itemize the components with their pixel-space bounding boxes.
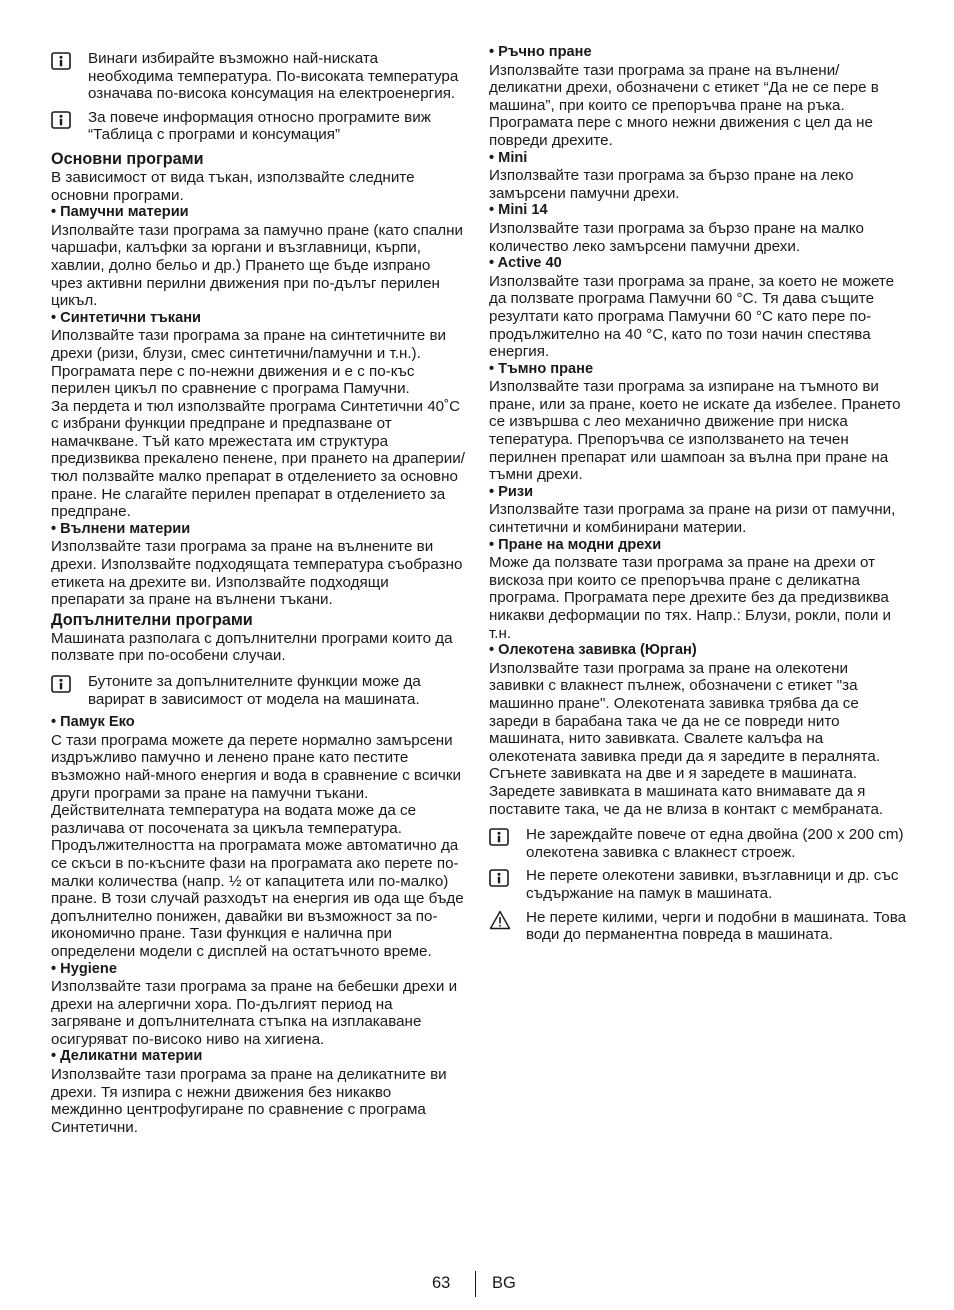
paragraph: Използвайте тази програма за пране на ризи от памучни, синтетични и комбинирани материи. [489, 501, 896, 537]
program-title: • Памук Еко [51, 714, 135, 731]
program-title: • Памучни материи [51, 204, 189, 221]
paragraph: Използвайте тази програма за бързо пране на леко замърсени памучни дрехи. [489, 167, 854, 202]
program-title: • Олекотена завивка (Юрган) [489, 642, 697, 659]
info-note [51, 50, 465, 103]
info-icon [489, 869, 509, 887]
paragraph: С тази програма можете да перете нормално замърсени издръжливо памучно и ленено пране като пестите възможно най-много енергия и вода в сравнение с всички други програми за пране на памучни тъкани. Действителната температура на водата може да се различава от посочената за цикъла температура. Продължителността на програмата може автоматично да се скъси в по-късните фази на програмата ако перете по-малки количества (напр. ½ от капацитета или по-малко) пране. В този случай разходът на енергия ив ода ще бъде допълнително понижен, давайки ви възможност за по-икономично пране. Тази функция е налична при определени модели с дисплей на остатъчното време. [51, 731, 464, 960]
language-code: BG [492, 1274, 516, 1292]
info-note [489, 867, 907, 902]
paragraph: Използвайте тази програма за бързо пране на малко количество леко замърсени памучни дрехи. [489, 219, 864, 255]
page-footer [0, 1271, 954, 1297]
paragraph: Използвайте тази програма за пране на деликатните ви дрехи. Тя изпира с нежни движения без никакво междинно центрофугиране по сравнение с програма Синтетични. [51, 1066, 447, 1136]
page-number: 63 [432, 1274, 451, 1292]
paragraph: Иползвайте тази програма за пране на синтетичните ви дрехи (ризи, блузи, смес синтетични/памучни и т.н.). Програмата пере с по-нежни движения и е с по-къс перилен цикъл по сравнение с програма Памучни. [51, 327, 447, 398]
program-title: • Active 40 [489, 255, 562, 272]
program-title: • Ризи [489, 483, 534, 500]
info-icon [51, 111, 71, 129]
footer-divider [475, 1271, 476, 1297]
program-title: • Ръчно пране [489, 44, 592, 60]
program-title: • Mini [489, 149, 528, 166]
warning-note [489, 909, 907, 944]
right-column [489, 44, 907, 950]
warning-text: Не перете килими, черги и подобни в машината. Това води до перманентна повреда в машината. [526, 908, 907, 944]
program-title: • Синтетични тъкани [51, 309, 201, 326]
paragraph: Използвайте тази програма за пране на вълнените ви дрехи. Използвайте подходящата температура съобразно етикета на дрехите ви. Използвайте подходящи препарати за пране на вълнени тъкани. [51, 538, 463, 609]
program-title: • Вълнени материи [51, 520, 191, 537]
section-heading: Основни програми [51, 149, 204, 168]
info-note [51, 673, 465, 708]
info-icon [489, 828, 509, 846]
section-heading: Допълнителни програми [51, 610, 253, 629]
paragraph: За пердета и тюл използвайте програма Синтетични 40˚C с избрани функции предпране и предпазване от намачкване. Тъй като мрежестата им структура предизвиква прекалено пенене, при прането на драперии/тюл ползвайте малко препарат в отделението за основно пране. Не слагайте перилен препарат в отделението за предпране. [51, 397, 465, 521]
paragraph: Използвайте тази програма за изпиране на тъмното ви пране, или за пране, което не искате да избелее. Прането се извършва с лео механично движение при ниска тепература. Препоръчва се използването на течен перилнен препарат или шампоан за вълна при пране на тъмни дрехи. [489, 378, 901, 484]
paragraph: Използвайте тази програма за пране на олекотени завивки с влакнест пълнеж, обозначени с етикет "за машинно пране". Олекотената завивка трябва да се зареди в барабана така че да не се повреди нито машината, нито завивката. Свалете калъфа на олекотената завивка преди да я заредите в пералнята. Сгънете завивката на две и я заредете в машината. Заредете завивката в машината като внимавате да я поставите така, че да не влиза в контакт с мембраната. [489, 659, 884, 818]
program-title: • Пране на модни дрехи [489, 536, 662, 553]
note-text: Не перете олекотени завивки, възглавници и др. със съдържание на памук в машината. [526, 867, 899, 902]
paragraph: Машината разполага с допълнителни програми които да ползвате при по-особени случаи. [51, 629, 453, 665]
warning-triangle-icon [489, 910, 511, 930]
info-icon [51, 52, 71, 70]
paragraph: Използвайте тази програма за пране на вълнени/ деликатни дрехи, обозначени с етикет “Да не се пере в машина”, при които се препоръчва пране на ръка. Програмата пере с много нежни движения с цел да не повреди дрехите. [489, 61, 879, 149]
program-title: • Тъмно пране [489, 360, 594, 377]
program-title: • Hygiene [51, 960, 117, 977]
paragraph: Може да ползвате тази програма за пране на дрехи от вискоза при които се препоръчва пране с деликатна програма. Програмата пере дрехите без да предизвиква никакви деформации по тях. Напр.: Блузи, рокли, поли и т.н. [489, 554, 892, 642]
note-text: Не зареждайте повече от една двойна (200 x 200 cm) олекотена завивка с влакнест строеж. [526, 826, 904, 861]
program-title: • Деликатни материи [51, 1048, 203, 1065]
paragraph: В зависимост от вида тъкан, използвайте следните основни програми. [51, 168, 415, 204]
note-text: Винаги избирайте възможно най-ниската необходима температура. По-високата температура означава по-висока консумация на електроенергия. [88, 50, 459, 103]
paragraph: Изполвайте тази програма за памучно пране (като спални чаршафи, калъфки за юргани и възглавници, кърпи, хавлии, долно бельо и др.) Прането ще бъде изпрано чрез активни перилни движения при по-дълъг перилен цикъл. [51, 221, 463, 310]
note-text: За повече информация относно програмите виж “Таблица с програми и консумация” [88, 108, 431, 144]
info-note [51, 109, 465, 144]
program-title: • Mini 14 [489, 202, 548, 219]
info-icon [51, 675, 71, 693]
left-column [51, 44, 465, 1136]
paragraph: Използвайте тази програма за пране на бебешки дрехи и дрехи на алергични хора. По-дългият период на загряване и допълнителната стъпка на изплакаване осигуряват по-високо ниво на хигиена. [51, 978, 458, 1048]
paragraph: Използвайте тази програма за пране, за което не можете да ползвате програма Памучни 60 °C. Тя дава същите резултати като програма Памучни 60 °C като пере по-продължително на 40 °C, като по този начин спестява енергия. [489, 272, 895, 361]
info-note [489, 826, 907, 861]
note-text: Бутоните за допълнителните функции може да варират в зависимост от модела на машината. [88, 673, 421, 708]
